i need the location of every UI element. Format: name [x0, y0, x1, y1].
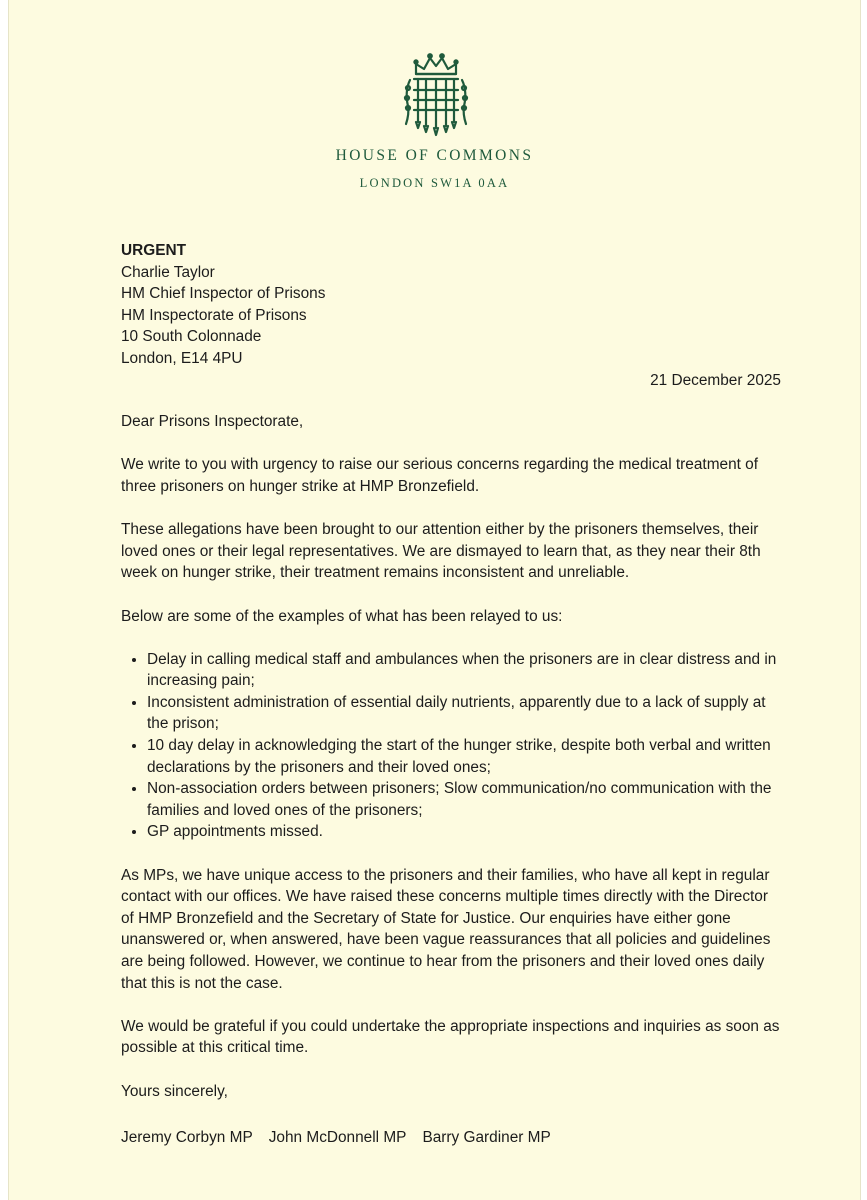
- recipient-street: 10 South Colonnade: [121, 328, 262, 346]
- salutation: Dear Prisons Inspectorate,: [121, 413, 304, 431]
- list-item: • Delay in calling medical staff and ambulances when the prisoners are in clear distress and in increasing pain;: [147, 649, 781, 692]
- recipient-title: HM Chief Inspector of Prisons: [121, 285, 326, 303]
- examples-list: [121, 649, 781, 843]
- list-item: • Non-association orders between prisoners; Slow communication/no communication with the families and loved ones of the prisoners;: [147, 778, 781, 821]
- letter-date: 21 December 2025: [650, 371, 781, 389]
- portcullis-icon: [400, 52, 472, 138]
- paragraph-mp-access: As MPs, we have unique access to the prisoners and their families, who have all kept in regular contact with our offices. We have raised these concerns multiple times directly with the Director of HMP Bronzefield and the Secretary of State for Justice. Our enquiries have either gone unanswered or, when answered, have been vague reassurances that all policies and guidelines are being followed. However, we continue to hear from the prisoners and their loved ones daily that this is not the case.: [121, 866, 771, 992]
- signatory-gardiner: Barry Gardiner MP: [422, 1129, 551, 1147]
- list-item: • GP appointments missed.: [147, 821, 781, 843]
- list-item: • Inconsistent administration of essential daily nutrients, apparently due to a lack of supply at the prison;: [147, 692, 781, 735]
- urgent-flag: URGENT: [121, 242, 186, 259]
- paragraph-examples-lead: Below are some of the examples of what has been relayed to us:: [121, 607, 563, 625]
- org-name: HOUSE OF COMMONS: [335, 147, 534, 164]
- letter-page: [8, 0, 861, 1200]
- list-item: • 10 day delay in acknowledging the start of the hunger strike, despite both verbal and written declarations by the prisoners and their loved ones;: [147, 735, 781, 778]
- recipient-name: Charlie Taylor: [121, 263, 215, 281]
- recipient-organisation: HM Inspectorate of Prisons: [121, 306, 307, 324]
- signatory-mcdonnell: John McDonnell MP: [268, 1129, 407, 1147]
- recipient-city: London, E14 4PU: [121, 349, 243, 367]
- paragraph-request: We would be grateful if you could undertake the appropriate inspections and inquiries as soon as possible at this critical time.: [121, 1017, 780, 1057]
- org-address: LONDON SW1A 0AA: [359, 176, 510, 190]
- signatories: [121, 1127, 781, 1149]
- paragraph-intro: We write to you with urgency to raise our serious concerns regarding the medical treatment of three prisoners on hunger strike at HMP Bronzefield.: [121, 456, 759, 495]
- sign-off: Yours sincerely,: [121, 1082, 228, 1100]
- signatory-corbyn: Jeremy Corbyn MP: [121, 1129, 253, 1147]
- paragraph-allegations: These allegations have been brought to our attention either by the prisoners themselves, their loved ones or their legal representatives. We are dismayed to learn that, as they near their 8th week on hunger strike, their treatment remains inconsistent and unreliable.: [121, 521, 761, 582]
- letter-body: [121, 240, 781, 1149]
